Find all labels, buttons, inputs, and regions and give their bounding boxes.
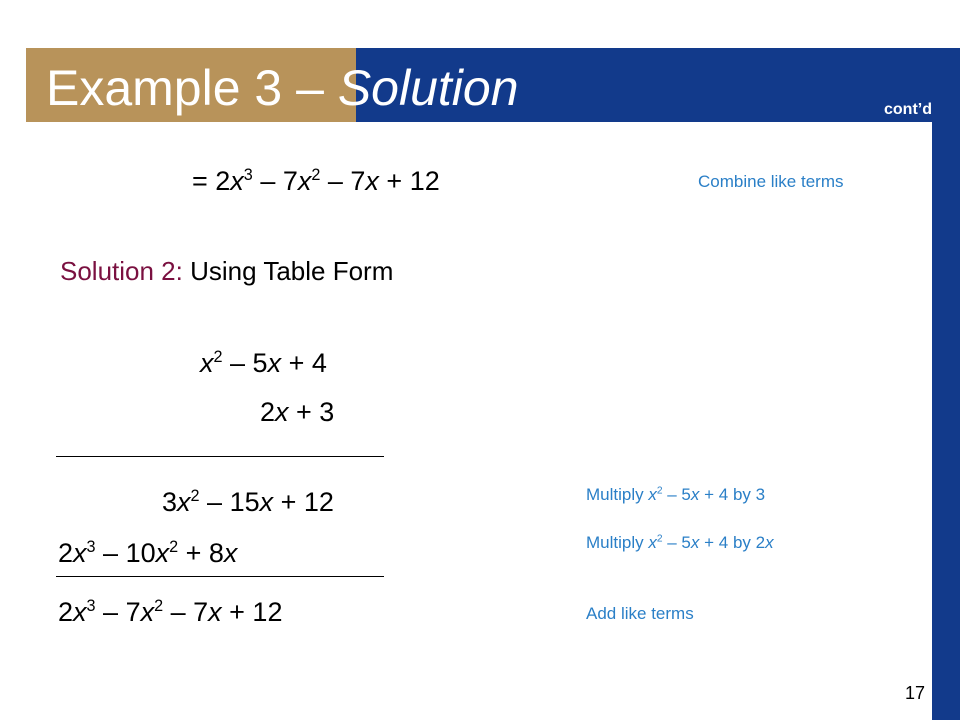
- table-row-multiplier: 2x + 3: [260, 397, 335, 427]
- title-part-2: Solution: [337, 60, 519, 116]
- combined-result-line: = $2x^3 - 7x^2 - 7x + 12$: [192, 166, 440, 196]
- contd-label: cont’d: [884, 101, 932, 118]
- solution-2-text: Using Table Form: [182, 256, 394, 286]
- right-side-bar: [932, 122, 960, 720]
- slide-title: [46, 56, 519, 120]
- solution-2-label: Solution 2:: [60, 256, 183, 286]
- add-like-terms-note: Add like terms: [586, 604, 694, 623]
- multiply-by-2x-note: Multiply $x^2 - 5x + 4$ by 2x: [586, 533, 774, 552]
- solution-2-heading: [60, 256, 393, 287]
- page-number: 17: [905, 683, 926, 703]
- divider-line-2: [56, 576, 384, 577]
- table-row-product-3: $3x^2 - 15x + 12$: [162, 487, 334, 517]
- table-row-product-2x: $2x^3 - 10x^2 + 8x$: [58, 538, 238, 568]
- table-row-final-sum: $2x^3 - 7x^2 - 7x + 12$: [58, 597, 283, 627]
- multiply-by-3-note: Multiply $x^2 - 5x + 4$ by 3: [586, 485, 766, 504]
- combine-like-terms-note: Combine like terms: [698, 172, 844, 191]
- divider-line-1: [56, 456, 384, 457]
- title-part-1: Example 3 –: [46, 60, 338, 116]
- table-row-multiplicand: $x^2 - 5x + 4$: [200, 348, 327, 378]
